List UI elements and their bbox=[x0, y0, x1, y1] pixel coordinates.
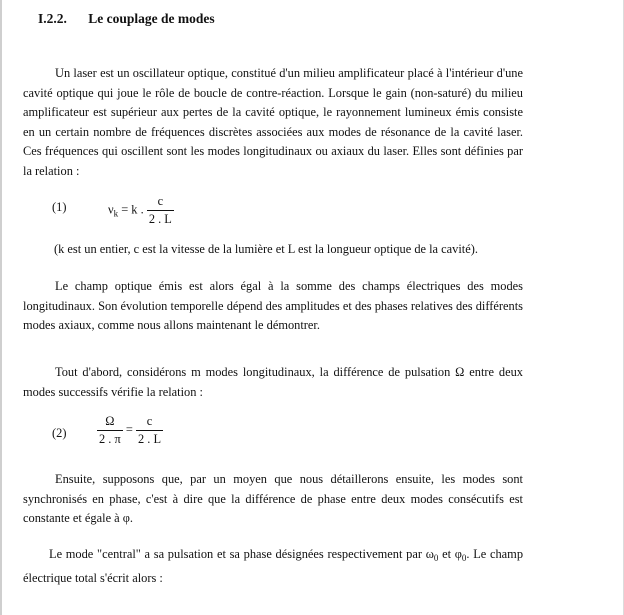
paragraph-sync: Ensuite, supposons que, par un moyen que nous détaillerons ensuite, les modes sont synchronisés en phase, c'est à dire que la différence de phase entre deux modes consécutifs est constante et égale à φ. bbox=[23, 472, 523, 526]
fraction-numerator: c bbox=[157, 194, 164, 208]
paragraph-modes: Tout d'abord, considérons m modes longitudinaux, la différence de pulsation Ω entre deux modes successifs vérifie la relation : bbox=[23, 365, 523, 399]
note-definitions: (k est un entier, c est la vitesse de la lumière et L est la longueur optique de la cavité). bbox=[54, 242, 478, 256]
nu-symbol: ν bbox=[108, 202, 114, 217]
equation-number: (2) bbox=[52, 426, 67, 440]
section-heading bbox=[38, 11, 215, 27]
fraction-denominator: 2 . L bbox=[137, 432, 162, 446]
fraction-left bbox=[97, 414, 123, 447]
omega-symbol: ω bbox=[425, 547, 434, 561]
scan-edge-left bbox=[0, 0, 2, 615]
equation-2 bbox=[0, 414, 624, 454]
text-fragment: . Le champ électrique total s'écrit alors : bbox=[23, 547, 524, 585]
fraction-numerator: c bbox=[146, 414, 153, 428]
paragraph-central-mode bbox=[23, 545, 523, 588]
equation-rhs: = k . bbox=[121, 202, 144, 217]
phi-subscript: 0 bbox=[461, 553, 467, 563]
nu-subscript: k bbox=[113, 208, 119, 219]
phi-symbol: φ bbox=[454, 547, 462, 561]
section-title: Le couplage de modes bbox=[88, 11, 215, 26]
text-fragment: et bbox=[438, 547, 455, 561]
equals-sign: = bbox=[125, 422, 133, 437]
fraction bbox=[147, 194, 174, 227]
fraction-right bbox=[136, 414, 163, 447]
paragraph-intro: Un laser est un oscillateur optique, constitué d'un milieu amplificateur placé à l'intérieur d'une cavité optique qui joue le rôle de boucle de contre-réaction. Lorsque le gain (non-saturé) du milieu amplificateur est supérieur aux pertes de la cavité optique, le rayonnement lumineux émis consiste en un certain nombre de fréquences discrètes associées aux modes de résonance de la cavité laser. Ces fréquences qui oscillent sont les modes longitudinaux ou axiaux du laser. Elles sont définies par la relation : bbox=[23, 66, 523, 178]
equation-number: (1) bbox=[52, 200, 67, 214]
fraction-denominator: 2 . π bbox=[99, 432, 121, 446]
section-number: I.2.2. bbox=[38, 11, 67, 26]
fraction-numerator: Ω bbox=[105, 414, 115, 428]
paragraph-field: Le champ optique émis est alors égal à la somme des champs électriques des modes longitudinaux. Son évolution temporelle dépend des amplitudes et des phases relatives des différents modes axiaux, comme nous allons maintenant le démontrer. bbox=[23, 279, 523, 333]
omega-subscript: 0 bbox=[433, 553, 439, 563]
text-fragment: Le mode "central" a sa pulsation et sa phase désignées respectivement par bbox=[49, 547, 426, 561]
equation-1 bbox=[0, 194, 624, 234]
fraction-denominator: 2 . L bbox=[148, 212, 172, 226]
